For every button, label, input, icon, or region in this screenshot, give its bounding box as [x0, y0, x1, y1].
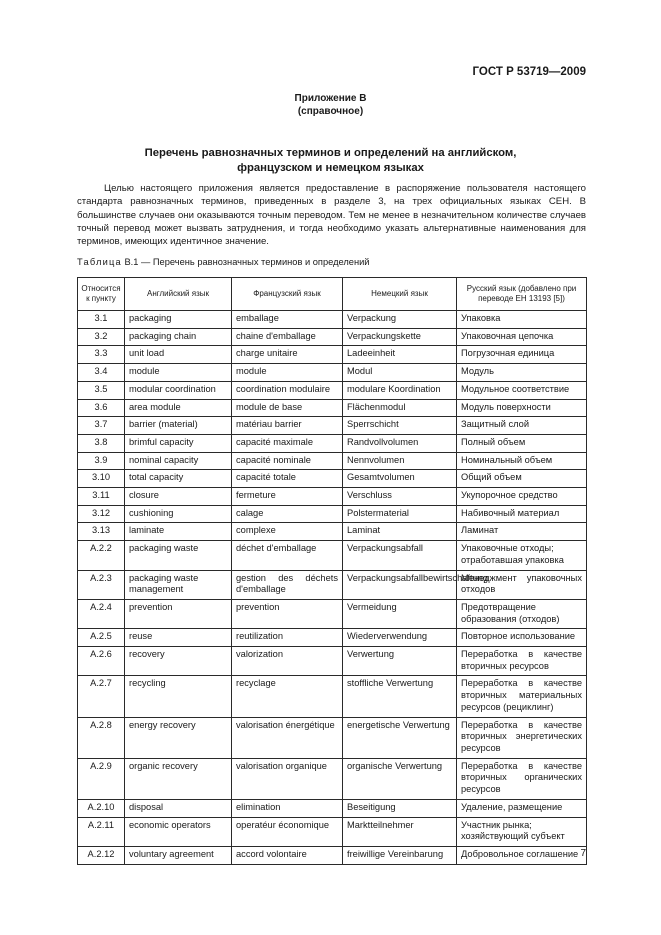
cell-russian: Упаковочные отходы; отработавшая упаковка: [457, 541, 587, 570]
cell-english: unit load: [125, 346, 232, 364]
cell-french: fermeture: [232, 488, 343, 506]
cell-ref: 3.11: [78, 488, 125, 506]
cell-ref: А.2.7: [78, 676, 125, 717]
cell-english: reuse: [125, 629, 232, 647]
cell-english: cushioning: [125, 505, 232, 523]
cell-ref: А.2.6: [78, 647, 125, 676]
cell-french: charge unitaire: [232, 346, 343, 364]
cell-english: economic operators: [125, 817, 232, 846]
cell-german: Ladeeinheit: [343, 346, 457, 364]
cell-russian: Общий объем: [457, 470, 587, 488]
cell-ref: 3.1: [78, 311, 125, 329]
cell-russian: Модуль: [457, 364, 587, 382]
cell-german: energetische Verwertung: [343, 717, 457, 758]
annex-subtitle: (справочное): [297, 106, 364, 117]
table-row: [78, 676, 587, 717]
cell-russian: Ламинат: [457, 523, 587, 541]
cell-french: coordination modulaire: [232, 381, 343, 399]
table-row: [78, 505, 587, 523]
cell-german: Beseitigung: [343, 799, 457, 817]
cell-french: elimination: [232, 799, 343, 817]
table-row: [78, 346, 587, 364]
cell-english: voluntary agreement: [125, 846, 232, 864]
cell-german: Wiederverwendung: [343, 629, 457, 647]
cell-french: chaine d'emballage: [232, 328, 343, 346]
cell-german: Verschluss: [343, 488, 457, 506]
cell-russian: Погрузочная единица: [457, 346, 587, 364]
table-row: [78, 647, 587, 676]
cell-ref: 3.4: [78, 364, 125, 382]
cell-french: reutilization: [232, 629, 343, 647]
cell-ref: 3.13: [78, 523, 125, 541]
table-row: [78, 470, 587, 488]
cell-french: capacité totale: [232, 470, 343, 488]
cell-ref: 3.9: [78, 452, 125, 470]
cell-french: valorisation organique: [232, 758, 343, 799]
table-row: [78, 381, 587, 399]
cell-ref: А.2.9: [78, 758, 125, 799]
cell-french: calage: [232, 505, 343, 523]
cell-russian: Добровольное соглашение: [457, 846, 587, 864]
cell-english: nominal capacity: [125, 452, 232, 470]
cell-ref: А.2.8: [78, 717, 125, 758]
cell-german: Verwertung: [343, 647, 457, 676]
cell-english: packaging waste: [125, 541, 232, 570]
cell-ref: А.2.3: [78, 570, 125, 599]
cell-russian: Защитный слой: [457, 417, 587, 435]
cell-french: matériau barrier: [232, 417, 343, 435]
table-row: [78, 541, 587, 570]
cell-russian: Переработка в качестве вторичных энергетических ресурсов: [457, 717, 587, 758]
table-caption: [77, 257, 369, 267]
cell-english: total capacity: [125, 470, 232, 488]
cell-ref: А.2.12: [78, 846, 125, 864]
cell-german: Laminat: [343, 523, 457, 541]
cell-french: recyclage: [232, 676, 343, 717]
cell-german: Flächenmodul: [343, 399, 457, 417]
cell-english: modular coordination: [125, 381, 232, 399]
cell-english: brimful capacity: [125, 434, 232, 452]
table-row: [78, 488, 587, 506]
cell-german: Marktteilnehmer: [343, 817, 457, 846]
cell-german: Vermeidung: [343, 599, 457, 628]
cell-russian: Переработка в качестве вторичных органических ресурсов: [457, 758, 587, 799]
table-row: [78, 799, 587, 817]
table-row: [78, 311, 587, 329]
cell-german: freiwillige Vereinbarung: [343, 846, 457, 864]
cell-english: packaging chain: [125, 328, 232, 346]
table-row: [78, 599, 587, 628]
cell-ref: 3.5: [78, 381, 125, 399]
table-row: [78, 523, 587, 541]
cell-french: gestion des déchets d'emballage: [232, 570, 343, 599]
cell-english: recycling: [125, 676, 232, 717]
cell-german: Gesamtvolumen: [343, 470, 457, 488]
cell-english: prevention: [125, 599, 232, 628]
cell-german: Nennvolumen: [343, 452, 457, 470]
cell-french: emballage: [232, 311, 343, 329]
cell-english: packaging: [125, 311, 232, 329]
cell-french: operatéur économique: [232, 817, 343, 846]
cell-french: module: [232, 364, 343, 382]
cell-german: Polstermaterial: [343, 505, 457, 523]
annex-heading-line-1: Перечень равнозначных терминов и определений на английском,: [144, 147, 517, 159]
terms-table: [77, 277, 587, 865]
table-row: [78, 717, 587, 758]
header-french: Французский язык: [232, 278, 343, 311]
cell-english: energy recovery: [125, 717, 232, 758]
cell-german: Verpackungskette: [343, 328, 457, 346]
cell-german: Verpackungsabfallbewirtschaftung: [343, 570, 457, 599]
table-row: [78, 399, 587, 417]
cell-german: Modul: [343, 364, 457, 382]
cell-ref: 3.6: [78, 399, 125, 417]
cell-french: capacité maximale: [232, 434, 343, 452]
header-german: Немецкий язык: [343, 278, 457, 311]
header-russian: Русский язык (добавлено при переводе ЕН 13193 [5]): [457, 278, 587, 311]
cell-german: stoffliche Verwertung: [343, 676, 457, 717]
table-row: [78, 570, 587, 599]
cell-french: valorisation énergétique: [232, 717, 343, 758]
table-row: [78, 452, 587, 470]
cell-english: barrier (material): [125, 417, 232, 435]
cell-ref: 3.10: [78, 470, 125, 488]
cell-ref: 3.2: [78, 328, 125, 346]
cell-german: Verpackung: [343, 311, 457, 329]
cell-russian: Модуль поверхности: [457, 399, 587, 417]
cell-english: laminate: [125, 523, 232, 541]
cell-french: déchet d'emballage: [232, 541, 343, 570]
cell-russian: Переработка в качестве вторичных материальных ресурсов (рециклинг): [457, 676, 587, 717]
annex-title-block: [0, 92, 661, 118]
cell-ref: 3.3: [78, 346, 125, 364]
table-row: [78, 328, 587, 346]
cell-english: area module: [125, 399, 232, 417]
cell-ref: А.2.11: [78, 817, 125, 846]
cell-ref: 3.7: [78, 417, 125, 435]
table-row: [78, 758, 587, 799]
terms-table-body: [78, 311, 587, 865]
cell-german: organische Verwertung: [343, 758, 457, 799]
cell-french: module de base: [232, 399, 343, 417]
cell-russian: Упаковка: [457, 311, 587, 329]
page-number: 7: [580, 848, 586, 859]
table-row: [78, 434, 587, 452]
cell-german: Randvollvolumen: [343, 434, 457, 452]
header-ref: Относится к пункту: [78, 278, 125, 311]
cell-ref: А.2.4: [78, 599, 125, 628]
cell-german: modulare Koordination: [343, 381, 457, 399]
cell-ref: А.2.2: [78, 541, 125, 570]
cell-russian: Упаковочная цепочка: [457, 328, 587, 346]
annex-heading: [0, 146, 661, 175]
cell-english: recovery: [125, 647, 232, 676]
cell-french: valorization: [232, 647, 343, 676]
cell-russian: Полный объем: [457, 434, 587, 452]
annex-title: Приложение В: [294, 93, 367, 104]
cell-french: accord volontaire: [232, 846, 343, 864]
cell-russian: Модульное соответствие: [457, 381, 587, 399]
cell-russian: Предотвращение образования (отходов): [457, 599, 587, 628]
table-row: [78, 417, 587, 435]
cell-russian: Набивочный материал: [457, 505, 587, 523]
table-row: [78, 817, 587, 846]
table-caption-label: Таблица: [77, 257, 122, 267]
table-header-row: [78, 278, 587, 311]
cell-german: Sperrschicht: [343, 417, 457, 435]
cell-russian: Участник рынка; хозяйствующий субъект: [457, 817, 587, 846]
table-caption-text: В.1 — Перечень равнозначных терминов и определений: [121, 257, 370, 267]
cell-ref: А.2.10: [78, 799, 125, 817]
cell-french: prevention: [232, 599, 343, 628]
cell-ref: А.2.5: [78, 629, 125, 647]
cell-english: disposal: [125, 799, 232, 817]
cell-russian: Удаление, размещение: [457, 799, 587, 817]
cell-russian: Повторное использование: [457, 629, 587, 647]
cell-french: capacité nominale: [232, 452, 343, 470]
intro-paragraph: Целью настоящего приложения является предоставление в распоряжение пользователя настоящего стандарта равнозначных терминов, приведенных в разделе 3, на трех официальных языках СЕН. В большинстве случаев они оказываются точным переводом. Тем не менее в незначительном количестве случаев точный перевод может вызвать затруднения, и тогда необходимо указать альтернативные наименования для терминов, имеющих идентичное значение.: [77, 183, 586, 248]
annex-heading-line-2: французском и немецком языках: [237, 161, 424, 174]
table-row: [78, 846, 587, 864]
cell-russian: Переработка в качестве вторичных ресурсов: [457, 647, 587, 676]
cell-german: Verpackungsabfall: [343, 541, 457, 570]
header-english: Английский язык: [125, 278, 232, 311]
cell-english: packaging waste management: [125, 570, 232, 599]
cell-ref: 3.12: [78, 505, 125, 523]
cell-english: module: [125, 364, 232, 382]
cell-english: organic recovery: [125, 758, 232, 799]
cell-russian: Номинальный объем: [457, 452, 587, 470]
table-row: [78, 629, 587, 647]
cell-russian: Менеджмент упаковочных отходов: [457, 570, 587, 599]
cell-english: closure: [125, 488, 232, 506]
cell-ref: 3.8: [78, 434, 125, 452]
cell-french: complexe: [232, 523, 343, 541]
cell-russian: Укупорочное средство: [457, 488, 587, 506]
standard-number: ГОСТ Р 53719—2009: [472, 66, 586, 78]
table-row: [78, 364, 587, 382]
